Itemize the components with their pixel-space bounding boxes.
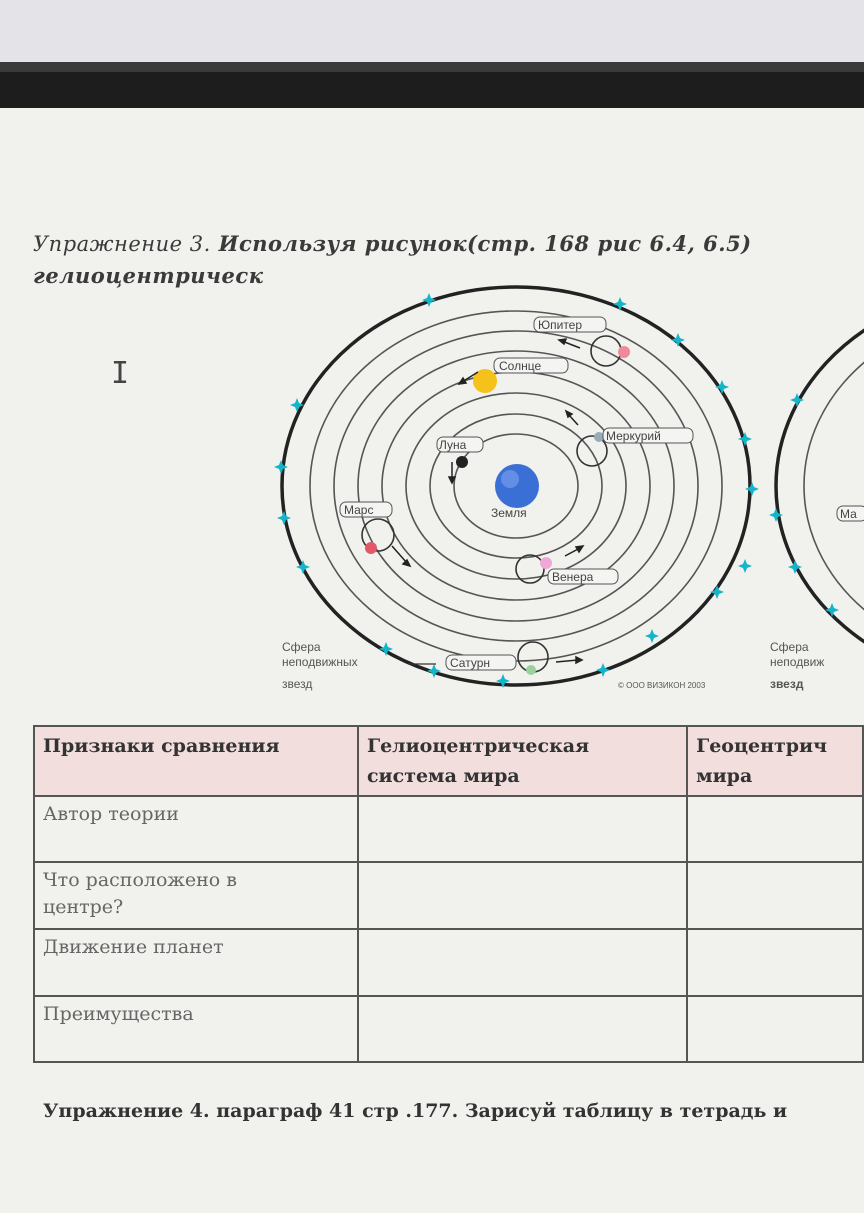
header-cell (34, 726, 358, 796)
right-sphere-label-line3: звезд (770, 677, 804, 691)
sun-label: Солнце (499, 359, 542, 373)
copyright-label: © ООО ВИЗИКОН 2003 (618, 681, 706, 690)
row-label: Движение планет (43, 936, 224, 958)
saturn-icon (526, 665, 536, 675)
moon-icon (456, 456, 468, 468)
jupiter-label: Юпитер (538, 318, 583, 332)
answer-cell[interactable] (687, 996, 863, 1062)
right-sphere-label-line2: неподвиж (770, 655, 825, 669)
row-label: центре? (43, 896, 124, 918)
header-cell (358, 726, 687, 796)
right-sphere-of-fixed-stars (776, 287, 864, 685)
arrow-head-icon (566, 411, 572, 417)
geocentric-diagram (0, 280, 864, 700)
arrow-head-icon (576, 657, 582, 663)
table-row (34, 996, 863, 1062)
row-label: Преимущества (43, 1003, 194, 1025)
arrow-head-icon (559, 339, 566, 344)
right-mars-label: Ма (840, 507, 857, 521)
orbits (282, 287, 864, 685)
venus-icon (540, 557, 552, 569)
text-cursor-icon: I (111, 356, 130, 391)
earth-label: Земля (491, 506, 527, 520)
venus-label: Венера (552, 570, 594, 584)
row-label: Автор теории (43, 803, 179, 825)
header-text: Геоцентрич (696, 735, 828, 757)
mars-icon (365, 542, 377, 554)
earth-icon (495, 464, 539, 508)
row-label-cell (34, 796, 358, 862)
saturn-label: Сатурн (450, 656, 491, 670)
star-icon (738, 559, 752, 573)
star-icon (745, 482, 759, 496)
comparison-table (33, 725, 864, 1063)
exercise-3-text: Используя рисунок(стр. 168 рис 6.4, 6.5) (218, 231, 752, 256)
header-text: мира (696, 765, 753, 787)
arrow-head-icon (576, 546, 583, 552)
mercury-label: Меркурий (606, 429, 661, 443)
answer-cell[interactable] (358, 796, 687, 862)
row-label-cell (34, 929, 358, 996)
header-cell (687, 726, 863, 796)
header-text: система мира (366, 765, 520, 787)
arrow-head-icon (403, 560, 410, 566)
jupiter-icon (618, 346, 630, 358)
exercise-4-text: Упражнение 4. параграф 41 стр .177. Зарисуй таблицу в тетрадь и (43, 1100, 788, 1122)
table-row (34, 862, 863, 929)
arrow-icon (556, 660, 578, 662)
header-text: Гелиоцентрическая (366, 735, 590, 757)
moon-label: Луна (439, 438, 467, 452)
sphere-label-line3: звезд (282, 677, 313, 691)
screen-top (0, 0, 864, 62)
sphere-label-line1: Сфера (282, 640, 321, 654)
answer-cell[interactable] (687, 862, 863, 929)
star-icon (274, 460, 288, 474)
table-row (34, 796, 863, 862)
row-label-cell (34, 862, 358, 929)
sphere-label-line2: неподвижных (282, 655, 358, 669)
exercise-3-lead: Упражнение 3. (33, 232, 211, 256)
answer-cell[interactable] (687, 796, 863, 862)
row-label: Что расположено в (43, 869, 237, 891)
arrow-head-icon (459, 378, 466, 384)
answer-cell[interactable] (358, 996, 687, 1062)
star-icon (422, 293, 436, 307)
answer-cell[interactable] (358, 929, 687, 996)
answer-cell[interactable] (358, 862, 687, 929)
star-icon (596, 663, 610, 677)
star-icon (645, 629, 659, 643)
exercise-3-line2: гелиоцентрическ (33, 263, 264, 288)
mars-label: Марс (344, 503, 374, 517)
header-text: Признаки сравнения (43, 735, 280, 757)
answer-cell[interactable] (687, 929, 863, 996)
star-icon (825, 603, 839, 617)
bezel-edge (0, 62, 864, 72)
star-icon (290, 398, 304, 412)
table-header-row (34, 726, 863, 796)
star-icon (277, 511, 291, 525)
earth-highlight (501, 470, 519, 488)
row-label-cell (34, 996, 358, 1062)
star-icon (427, 664, 441, 678)
right-sphere-label-line1: Сфера (770, 640, 809, 654)
table-row (34, 929, 863, 996)
